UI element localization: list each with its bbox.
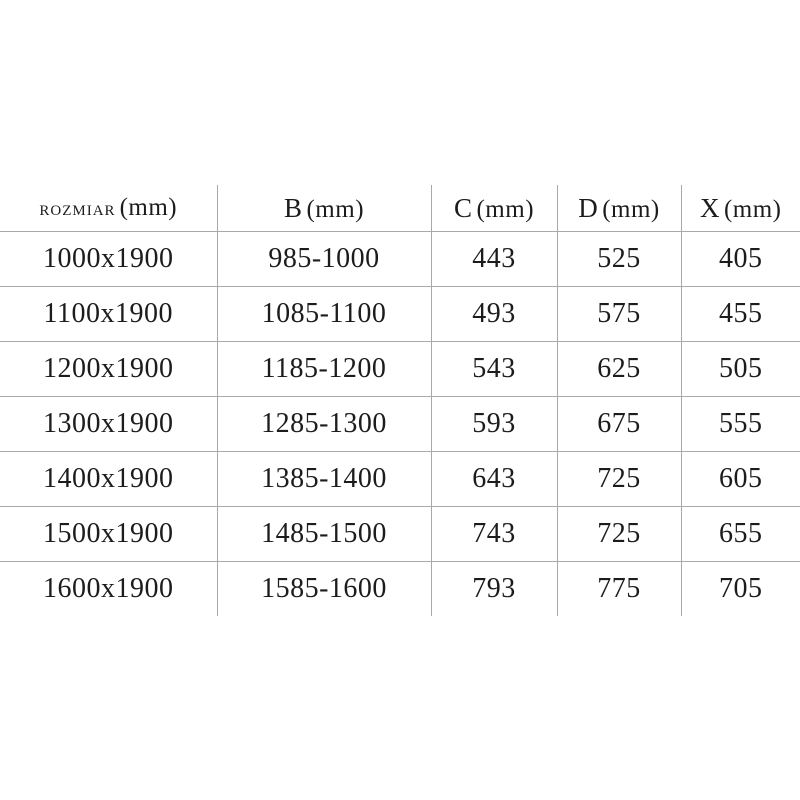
column-header-unit: (mm) [602, 195, 660, 223]
cell-x: 555 [681, 397, 800, 452]
cell-rozmiar: 1600x1900 [0, 562, 217, 617]
cell-b: 1385-1400 [217, 452, 431, 507]
table-row [0, 287, 800, 342]
table-row [0, 342, 800, 397]
column-header-unit: (mm) [306, 195, 365, 223]
cell-x: 705 [719, 573, 763, 604]
cell-b: 1485-1500 [217, 507, 431, 562]
table-row [0, 507, 800, 562]
cell-d: 775 [557, 562, 681, 617]
column-header-rozmiar [0, 185, 217, 232]
cell-d: 525 [557, 232, 681, 287]
table-row [0, 562, 800, 617]
column-header-c [431, 185, 557, 232]
cell-c: 443 [431, 232, 557, 287]
cell-d: 575 [557, 287, 681, 342]
cell-c: 643 [431, 452, 557, 507]
column-header-unit: (mm) [723, 195, 782, 223]
dimensions-table-wrapper [0, 185, 800, 616]
column-header-unit: (mm) [119, 194, 178, 221]
cell-c: 593 [431, 397, 557, 452]
header-row [0, 185, 800, 232]
cell-b: 1185-1200 [217, 342, 431, 397]
cell-c: 743 [431, 507, 557, 562]
cell-rozmiar: 1200x1900 [0, 342, 217, 397]
cell-d: 725 [557, 507, 681, 562]
cell-b: 1585-1600 [217, 562, 431, 617]
cell-rozmiar: 1000x1900 [0, 232, 217, 287]
cell-rozmiar: 1300x1900 [0, 397, 217, 452]
table-row [0, 397, 800, 452]
cell-rozmiar: 1500x1900 [0, 507, 217, 562]
column-header-b [217, 185, 431, 232]
cell-c: 543 [431, 342, 557, 397]
cell-b: 1285-1300 [217, 397, 431, 452]
column-header-label: C [453, 192, 473, 223]
column-header-label: X [699, 192, 720, 223]
column-header-x [681, 185, 800, 232]
cell-d: 725 [557, 452, 681, 507]
cell-d: 625 [557, 342, 681, 397]
cell-d: 675 [557, 397, 681, 452]
cell-x: 655 [681, 507, 800, 562]
cell-rozmiar: 1400x1900 [0, 452, 217, 507]
column-header-unit: (mm) [476, 195, 535, 223]
cell-x: 455 [681, 287, 800, 342]
cell-x: 505 [681, 342, 800, 397]
cell-x: 605 [681, 452, 800, 507]
cell-b: 1085-1100 [217, 287, 431, 342]
cell-c: 793 [431, 562, 557, 617]
cell-rozmiar: 1100x1900 [0, 287, 217, 342]
cell-b: 985-1000 [217, 232, 431, 287]
cell-c: 493 [431, 287, 557, 342]
column-header-d [557, 185, 681, 232]
column-header-label: D [578, 192, 599, 223]
column-header-label: ROZMIAR [39, 203, 116, 219]
column-header-label: B [283, 192, 303, 223]
table-row [0, 452, 800, 507]
table-row [0, 232, 800, 287]
cell-x: 405 [681, 232, 800, 287]
dimensions-table [0, 185, 800, 616]
